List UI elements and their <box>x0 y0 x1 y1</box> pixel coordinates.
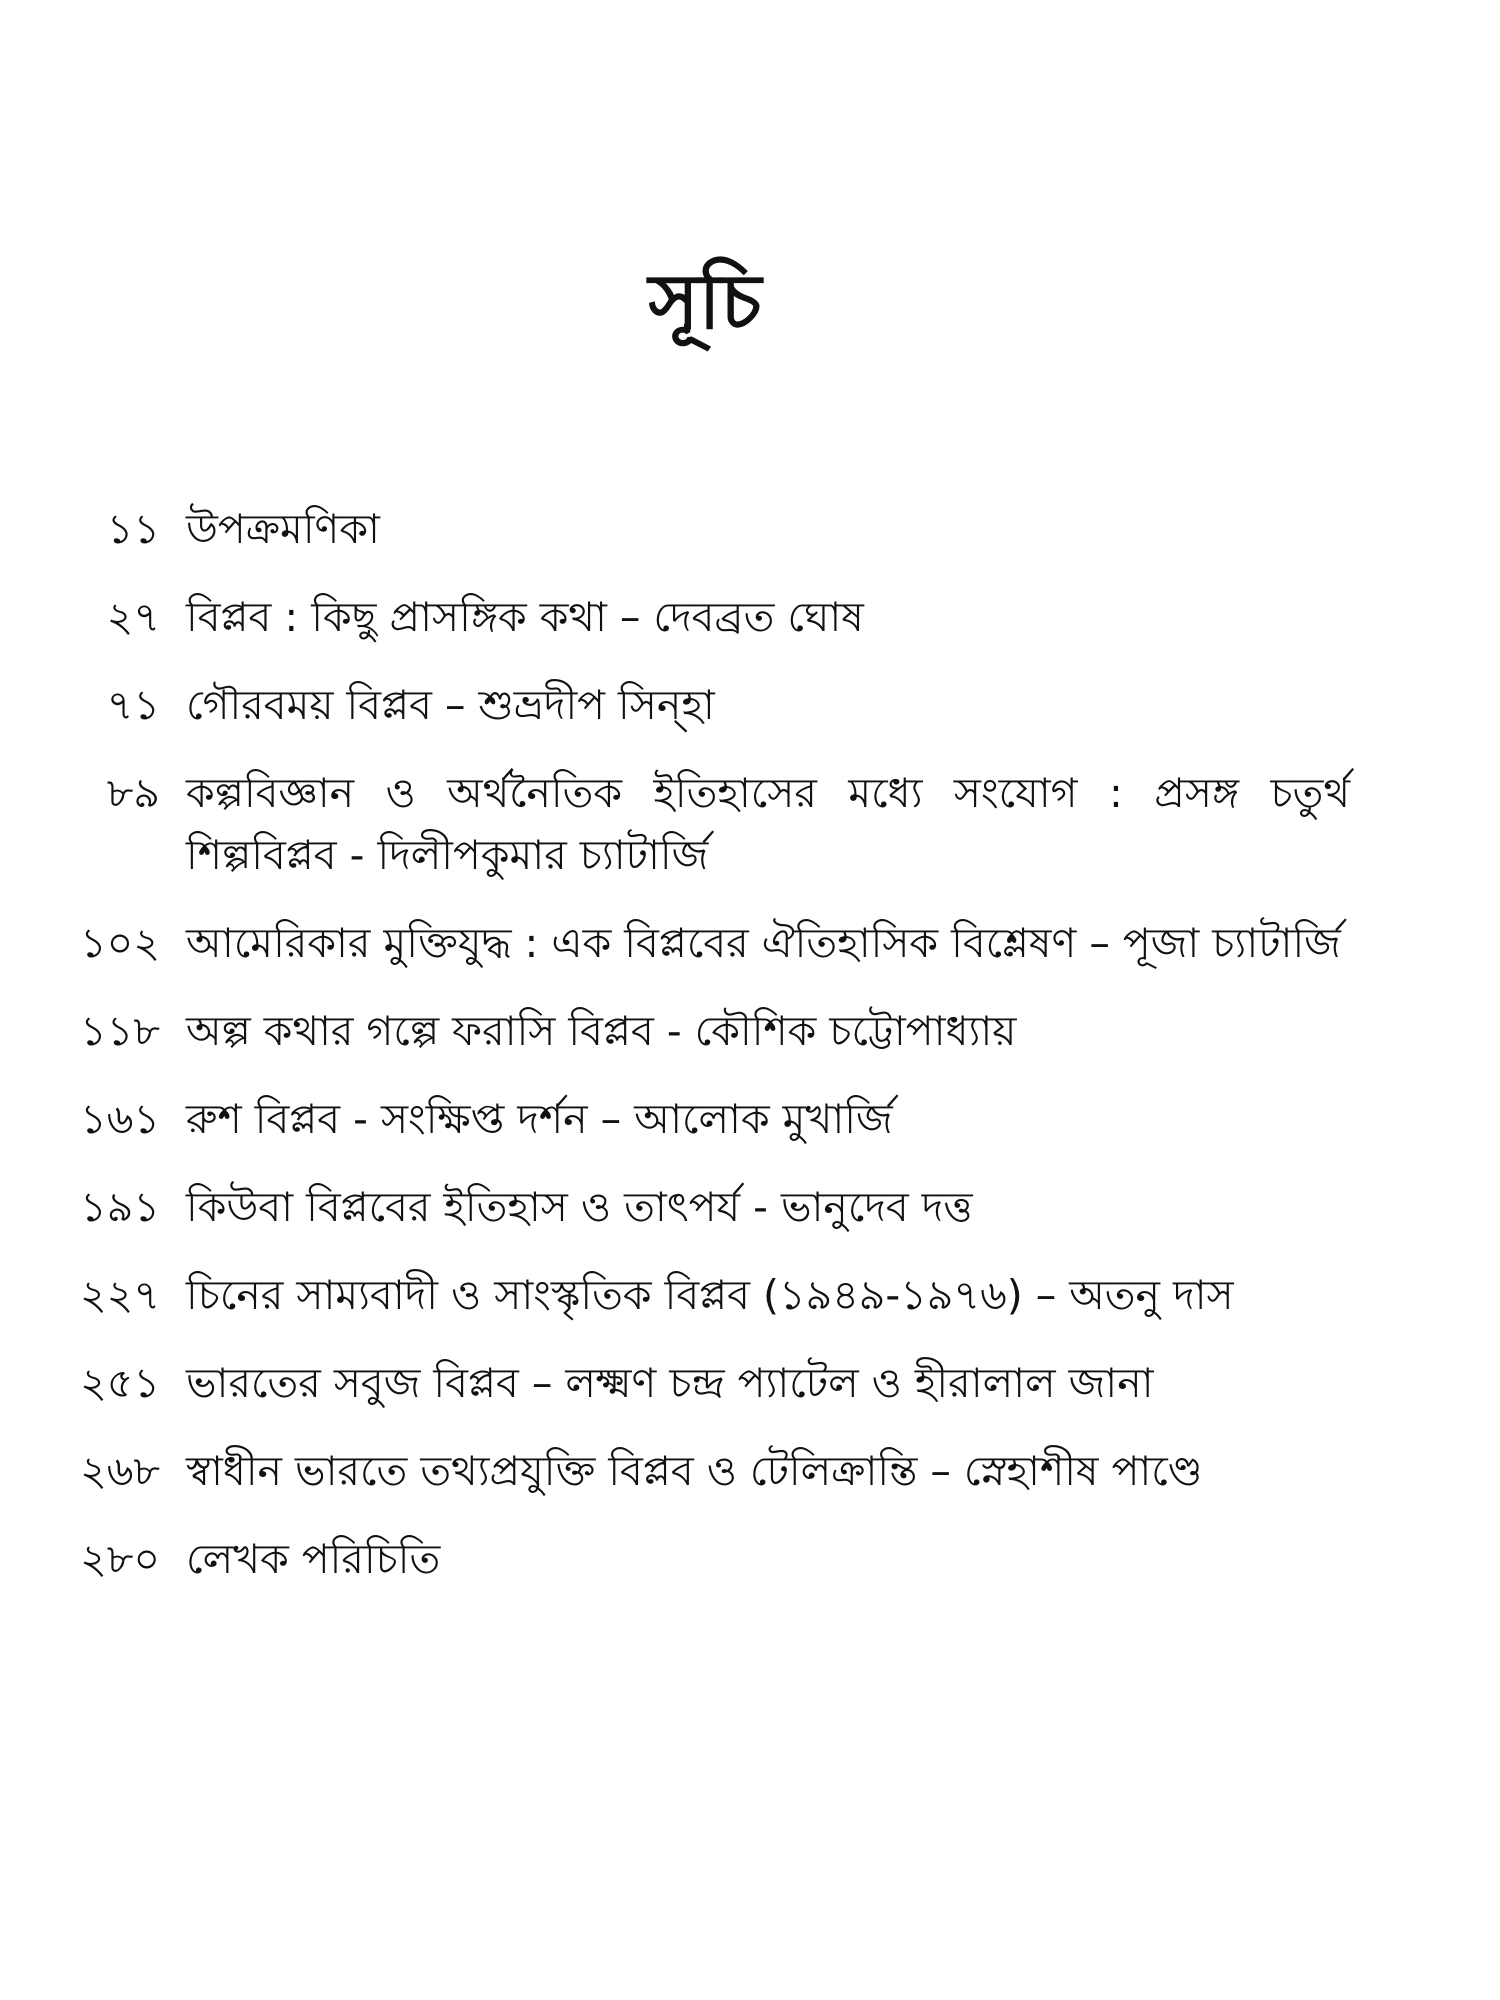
toc-entry-title: আমেরিকার মুক্তিযুদ্ধ : এক বিপ্লবের ঐতিহাসিক বিশ্লেষণ – পূজা চ্যাটার্জি <box>186 919 1341 967</box>
toc-entry <box>60 1000 1350 1062</box>
toc-entry <box>60 1528 1350 1590</box>
toc-page-number: ২৬৮ <box>80 1447 160 1495</box>
toc-entry-title: কিউবা বিপ্লবের ইতিহাস ও তাৎপর্য - ভানুদেব দত্ত <box>186 1183 973 1231</box>
toc-page-number: ২৮০ <box>80 1535 160 1583</box>
table-of-contents <box>60 498 1350 1616</box>
toc-entry-title: অল্প কথার গল্পে ফরাসি বিপ্লব - কৌশিক চট্টোপাধ্যায় <box>186 1007 1017 1055</box>
toc-page-number: ১১৮ <box>80 1007 160 1055</box>
toc-entry-title: বিপ্লব : কিছু প্রাসঙ্গিক কথা – দেবব্রত ঘোষ <box>186 593 864 641</box>
toc-entry <box>60 1088 1350 1150</box>
toc-page-number: ৭১ <box>106 681 160 729</box>
toc-page-number: ১৯১ <box>80 1183 160 1231</box>
toc-entry-title: উপক্রমণিকা <box>186 505 380 553</box>
toc-page-number: ১১ <box>106 505 160 553</box>
toc-entry <box>60 1264 1350 1326</box>
toc-entry <box>60 762 1350 886</box>
toc-page-number: ২৫১ <box>80 1359 160 1407</box>
toc-entry-title: গৌরবময় বিপ্লব – শুভ্রদীপ সিন্‌হা <box>186 681 715 729</box>
toc-page-number: ২২৭ <box>80 1271 160 1319</box>
toc-entry <box>60 912 1350 974</box>
toc-page-number: ১৬১ <box>80 1095 160 1143</box>
toc-entry <box>60 1440 1350 1502</box>
toc-entry <box>60 498 1350 560</box>
toc-entry-title: রুশ বিপ্লব - সংক্ষিপ্ত দর্শন – আলোক মুখার্জি <box>186 1095 893 1143</box>
toc-entry-title: ভারতের সবুজ বিপ্লব – লক্ষ্মণ চন্দ্র প্যাটেল ও হীরালাল জানা <box>186 1359 1154 1407</box>
toc-entry-title: চিনের সাম্যবাদী ও সাংস্কৃতিক বিপ্লব (১৯৪৯-১৯৭৬) – অতনু দাস <box>186 1271 1234 1319</box>
toc-page-number: ৮৯ <box>106 769 160 817</box>
toc-entry <box>60 1176 1350 1238</box>
toc-entry <box>60 674 1350 736</box>
toc-page-number: ১০২ <box>80 919 160 967</box>
toc-entry <box>60 1352 1350 1414</box>
toc-page-number: ২৭ <box>106 593 160 641</box>
toc-entry-title: লেখক পরিচিতি <box>186 1535 441 1583</box>
toc-entry-title: কল্পবিজ্ঞান ও অর্থনৈতিক ইতিহাসের মধ্যে সংযোগ : প্রসঙ্গ চতুর্থ শিল্পবিপ্লব - দিলীপকুমার চ্যাটার্জি <box>186 769 1350 879</box>
toc-entry-title: স্বাধীন ভারতে তথ্যপ্রযুক্তি বিপ্লব ও টেলিক্রান্তি – স্নেহাশীষ পাণ্ডে <box>186 1447 1203 1495</box>
toc-entry <box>60 586 1350 648</box>
page-title: সূচি <box>648 256 762 346</box>
